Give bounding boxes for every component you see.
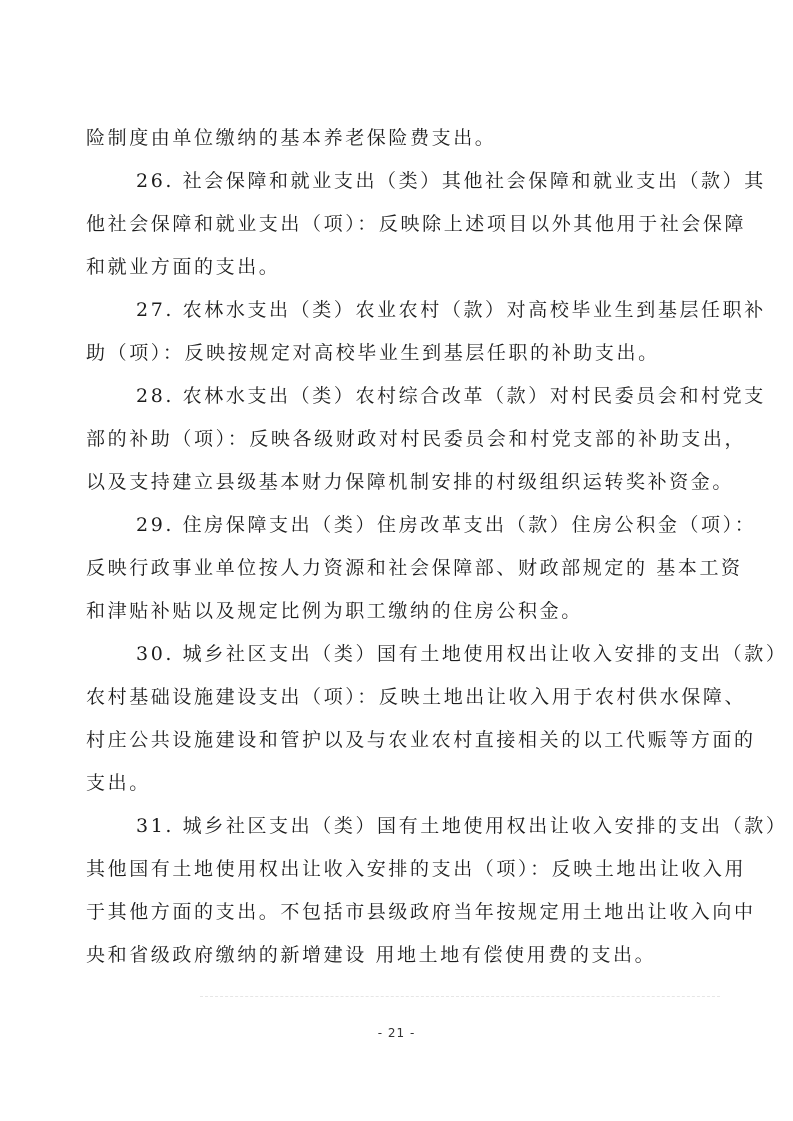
text-line-12: 和津贴补贴以及规定比例为职工缴纳的住房公积金。 <box>86 600 583 622</box>
text-line-11: 反映行政事业单位按人力资源和社会保障部、财政部规定的 基本工资 <box>86 557 743 579</box>
text-line-13: 30. 城乡社区支出（类）国有土地使用权出让收入安排的支出（款） <box>136 643 788 665</box>
text-line-9: 以及支持建立县级基本财力保障机制安排的村级组织运转奖补资金。 <box>86 471 735 493</box>
text-line-2: 26. 社会保障和就业支出（类）其他社会保障和就业支出（款）其 <box>136 170 766 192</box>
text-line-19: 于其他方面的支出。不包括市县级政府当年按规定用土地出让收入向中 <box>86 901 756 923</box>
text-line-16: 支出。 <box>86 772 151 794</box>
text-line-10: 29. 住房保障支出（类）住房改革支出（款）住房公积金（项）： <box>136 514 757 536</box>
text-line-5: 27. 农林水支出（类）农业农村（款）对高校毕业生到基层任职补 <box>136 299 766 321</box>
text-line-20: 央和省级政府缴纳的新增建设 用地土地有偿使用费的支出。 <box>86 944 657 966</box>
text-line-15: 村庄公共设施建设和管护以及与农业农村直接相关的以工代赈等方面的 <box>86 729 756 751</box>
text-line-18: 其他国有土地使用权出让收入安排的支出（项）：反映土地出让收入用 <box>86 858 747 880</box>
text-line-3: 他社会保障和就业支出（项）：反映除上述项目以外其他用于社会保障 <box>86 213 747 235</box>
text-line-14: 农村基础设施建设支出（项）：反映土地出让收入用于农村供水保障、 <box>86 686 747 708</box>
page-number: - 21 - <box>377 1026 416 1040</box>
text-line-17: 31. 城乡社区支出（类）国有土地使用权出让收入安排的支出（款） <box>136 815 788 837</box>
text-line-7: 28. 农林水支出（类）农村综合改革（款）对村民委员会和村党支 <box>136 385 766 407</box>
text-line-1: 险制度由单位缴纳的基本养老保险费支出。 <box>86 127 497 149</box>
text-line-4: 和就业方面的支出。 <box>86 256 281 278</box>
scan-artifact-line <box>200 996 720 998</box>
text-line-6: 助（项）：反映按规定对高校毕业生到基层任职的补助支出。 <box>86 342 660 364</box>
text-line-8: 部的补助（项）：反映各级财政对村民委员会和村党支部的补助支出， <box>86 428 747 450</box>
